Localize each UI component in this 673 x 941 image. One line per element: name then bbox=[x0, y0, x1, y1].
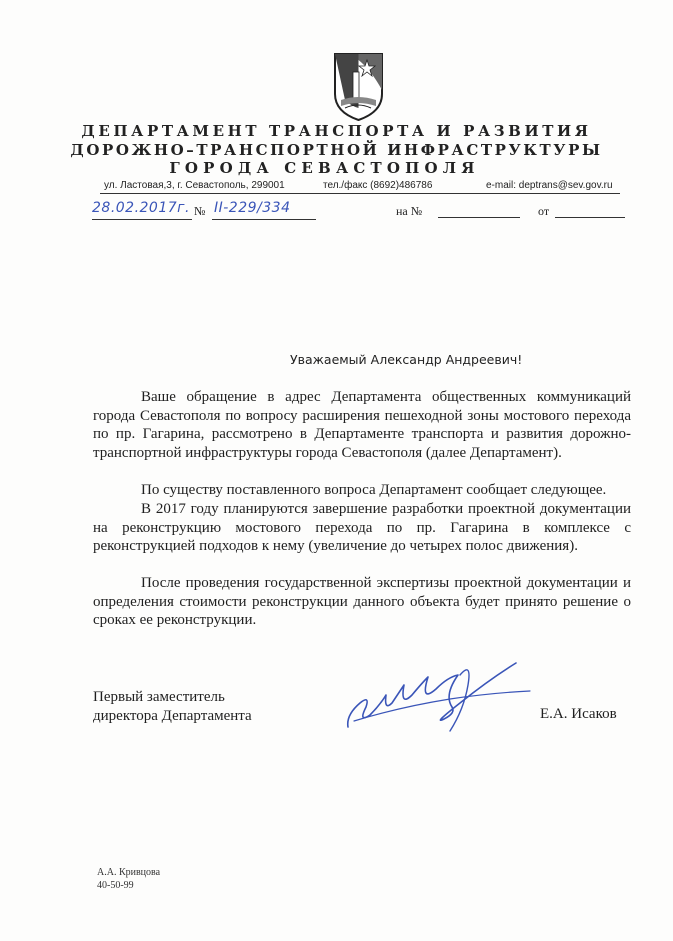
letter-paragraph: Ваше обращение в адрес Департамента общественных коммуникаций города Севастополя по вопросу расширения пешеходной зоны мостового перехода по пр. Гагарина, рассмотрено в Департаменте транспорта и развития дорожно-транспортной инфраструктуры города Севастополя (далее Департамент). bbox=[93, 389, 631, 461]
reference-date-label: от bbox=[538, 204, 550, 218]
signatory-title bbox=[93, 688, 252, 725]
sevastopol-coat-of-arms-icon bbox=[331, 50, 386, 122]
department-address: ул. Ластовая,3, г. Севастополь, 299001 bbox=[104, 180, 285, 191]
department-name-line3: ГОРОДА СЕВАСТОПОЛЯ bbox=[169, 159, 480, 177]
department-name-line2: ДОРОЖНО–ТРАНСПОРТНОЙ ИНФРАСТРУКТУРЫ bbox=[70, 141, 603, 159]
salutation: Уважаемый Александр Андреевич! bbox=[290, 352, 523, 367]
number-underline bbox=[212, 219, 316, 220]
letter-paragraph: По существу поставленного вопроса Департамент сообщает следующее. bbox=[141, 482, 607, 498]
executor-phone: 40-50-99 bbox=[97, 880, 134, 891]
signatory-name: Е.А. Исаков bbox=[540, 706, 617, 722]
reference-date-blank bbox=[555, 217, 625, 218]
reference-number-label: на № bbox=[396, 204, 423, 218]
outgoing-date: 28.02.2017г. bbox=[92, 200, 190, 216]
date-underline bbox=[92, 219, 192, 220]
outgoing-number: II-229/334 bbox=[214, 200, 291, 216]
header-divider bbox=[100, 193, 620, 194]
signatory-title-line1: Первый заместитель bbox=[93, 689, 225, 705]
department-phone: тел./факс (8692)486786 bbox=[323, 180, 433, 191]
executor-info bbox=[97, 866, 160, 892]
handwritten-signature-icon bbox=[340, 655, 540, 740]
letter-paragraph: В 2017 году планируются завершение разработки проектной документации на реконструкцию мостового перехода по пр. Гагарина в комплексе с реконструкцией подходов к нему (увеличение до четырех полос движения). bbox=[93, 501, 631, 555]
reference-number-blank bbox=[438, 217, 520, 218]
department-name-line1: ДЕПАРТАМЕНТ ТРАНСПОРТА И РАЗВИТИЯ bbox=[81, 122, 592, 140]
signatory-title-line2: директора Департамента bbox=[93, 707, 252, 724]
letter-paragraph: После проведения государственной экспертизы проектной документации и определения стоимости реконструкции данного объекта будет принято решение о сроках ее реконструкции. bbox=[93, 575, 631, 629]
executor-name: А.А. Кривцова bbox=[97, 867, 161, 878]
number-label: № bbox=[194, 204, 206, 218]
department-email: e-mail: deptrans@sev.gov.ru bbox=[486, 180, 613, 191]
